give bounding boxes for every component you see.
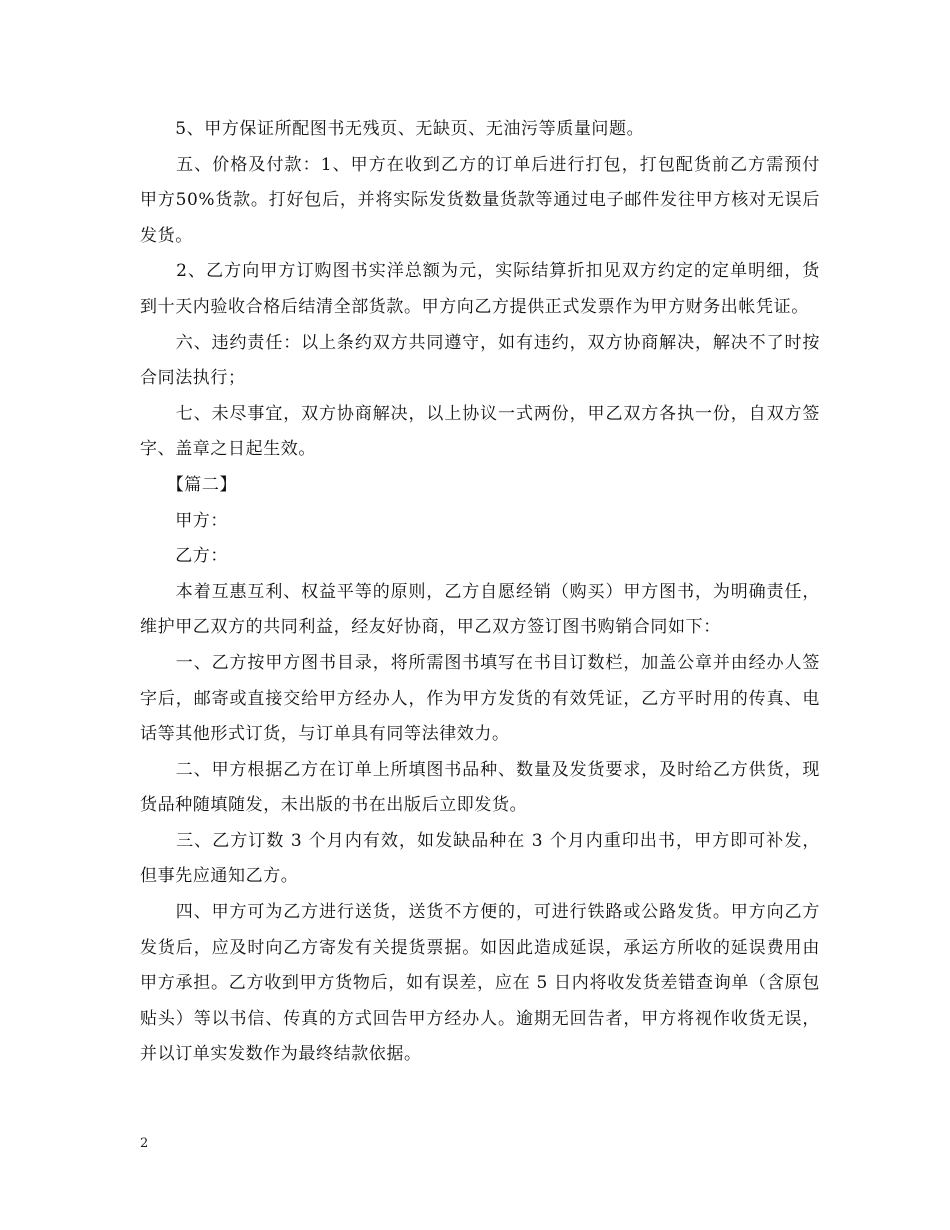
paragraph-other-matters: 七、未尽事宜，双方协商解决，以上协议一式两份，甲乙双方各执一份，自双方签字、盖章之日起生效。 <box>140 403 820 460</box>
paragraph-clause-1-ordering: 一、乙方按甲方图书目录，将所需图书填写在书目订数栏，加盖公章并由经办人签字后，邮寄或直接交给甲方经办人，作为甲方发货的有效凭证，乙方平时用的传真、电话等其他形式订货，与订单具有同等法律效力。 <box>140 652 820 745</box>
document-body <box>140 112 820 1073</box>
paragraph-price-payment: 五、价格及付款：1、甲方在收到乙方的订单后进行打包，打包配货前乙方需预付甲方50%货款。打好包后，并将实际发货数量货款等通过电子邮件发往甲方核对无误后发货。 <box>140 154 820 246</box>
section-heading-part-two: 【篇二】 <box>140 474 238 495</box>
party-a-label: 甲方： <box>140 510 228 531</box>
paragraph-preamble: 本着互惠互利、权益平等的原则，乙方自愿经销（购买）甲方图书，为明确责任，维护甲乙双方的共同利益，经友好协商，甲乙双方签订图书购销合同如下： <box>140 581 820 638</box>
paragraph-clause-3-validity: 三、乙方订数 3 个月内有效，如发缺品种在 3 个月内重印出书，甲方即可补发，但事先应通知乙方。 <box>140 830 820 887</box>
paragraph-clause-4-delivery: 四、甲方可为乙方进行送货，送货不方便的，可进行铁路或公路发货。甲方向乙方发货后，应及时向乙方寄发有关提货票据。如因此造成延误，承运方所收的延误费用由甲方承担。乙方收到甲方货物后，如有误差，应在 5 日内将收发货差错查询单（含原包贴头）等以书信、传真的方式回告甲方经办人。逾期无回告者，甲方将视作收货无误，并以订单实发数作为最终结款依据。 <box>140 902 820 1065</box>
paragraph-settlement: 2、乙方向甲方订购图书实洋总额为元，实际结算折扣见双方约定的定单明细，货到十天内验收合格后结清全部货款。甲方向乙方提供正式发票作为甲方财务出帐凭证。 <box>140 261 820 317</box>
page-number: 2 <box>140 1136 149 1151</box>
paragraph-quality-guarantee: 5、甲方保证所配图书无残页、无缺页、无油污等质量问题。 <box>140 119 645 139</box>
paragraph-breach-liability: 六、违约责任：以上条约双方共同遵守，如有违约，双方协商解决，解决不了时按合同法执行； <box>140 332 820 389</box>
party-b-label: 乙方： <box>140 546 228 567</box>
paragraph-clause-2-supply: 二、甲方根据乙方在订单上所填图书品种、数量及发货要求，及时给乙方供货，现货品种随填随发，未出版的书在出版后立即发货。 <box>140 759 820 816</box>
